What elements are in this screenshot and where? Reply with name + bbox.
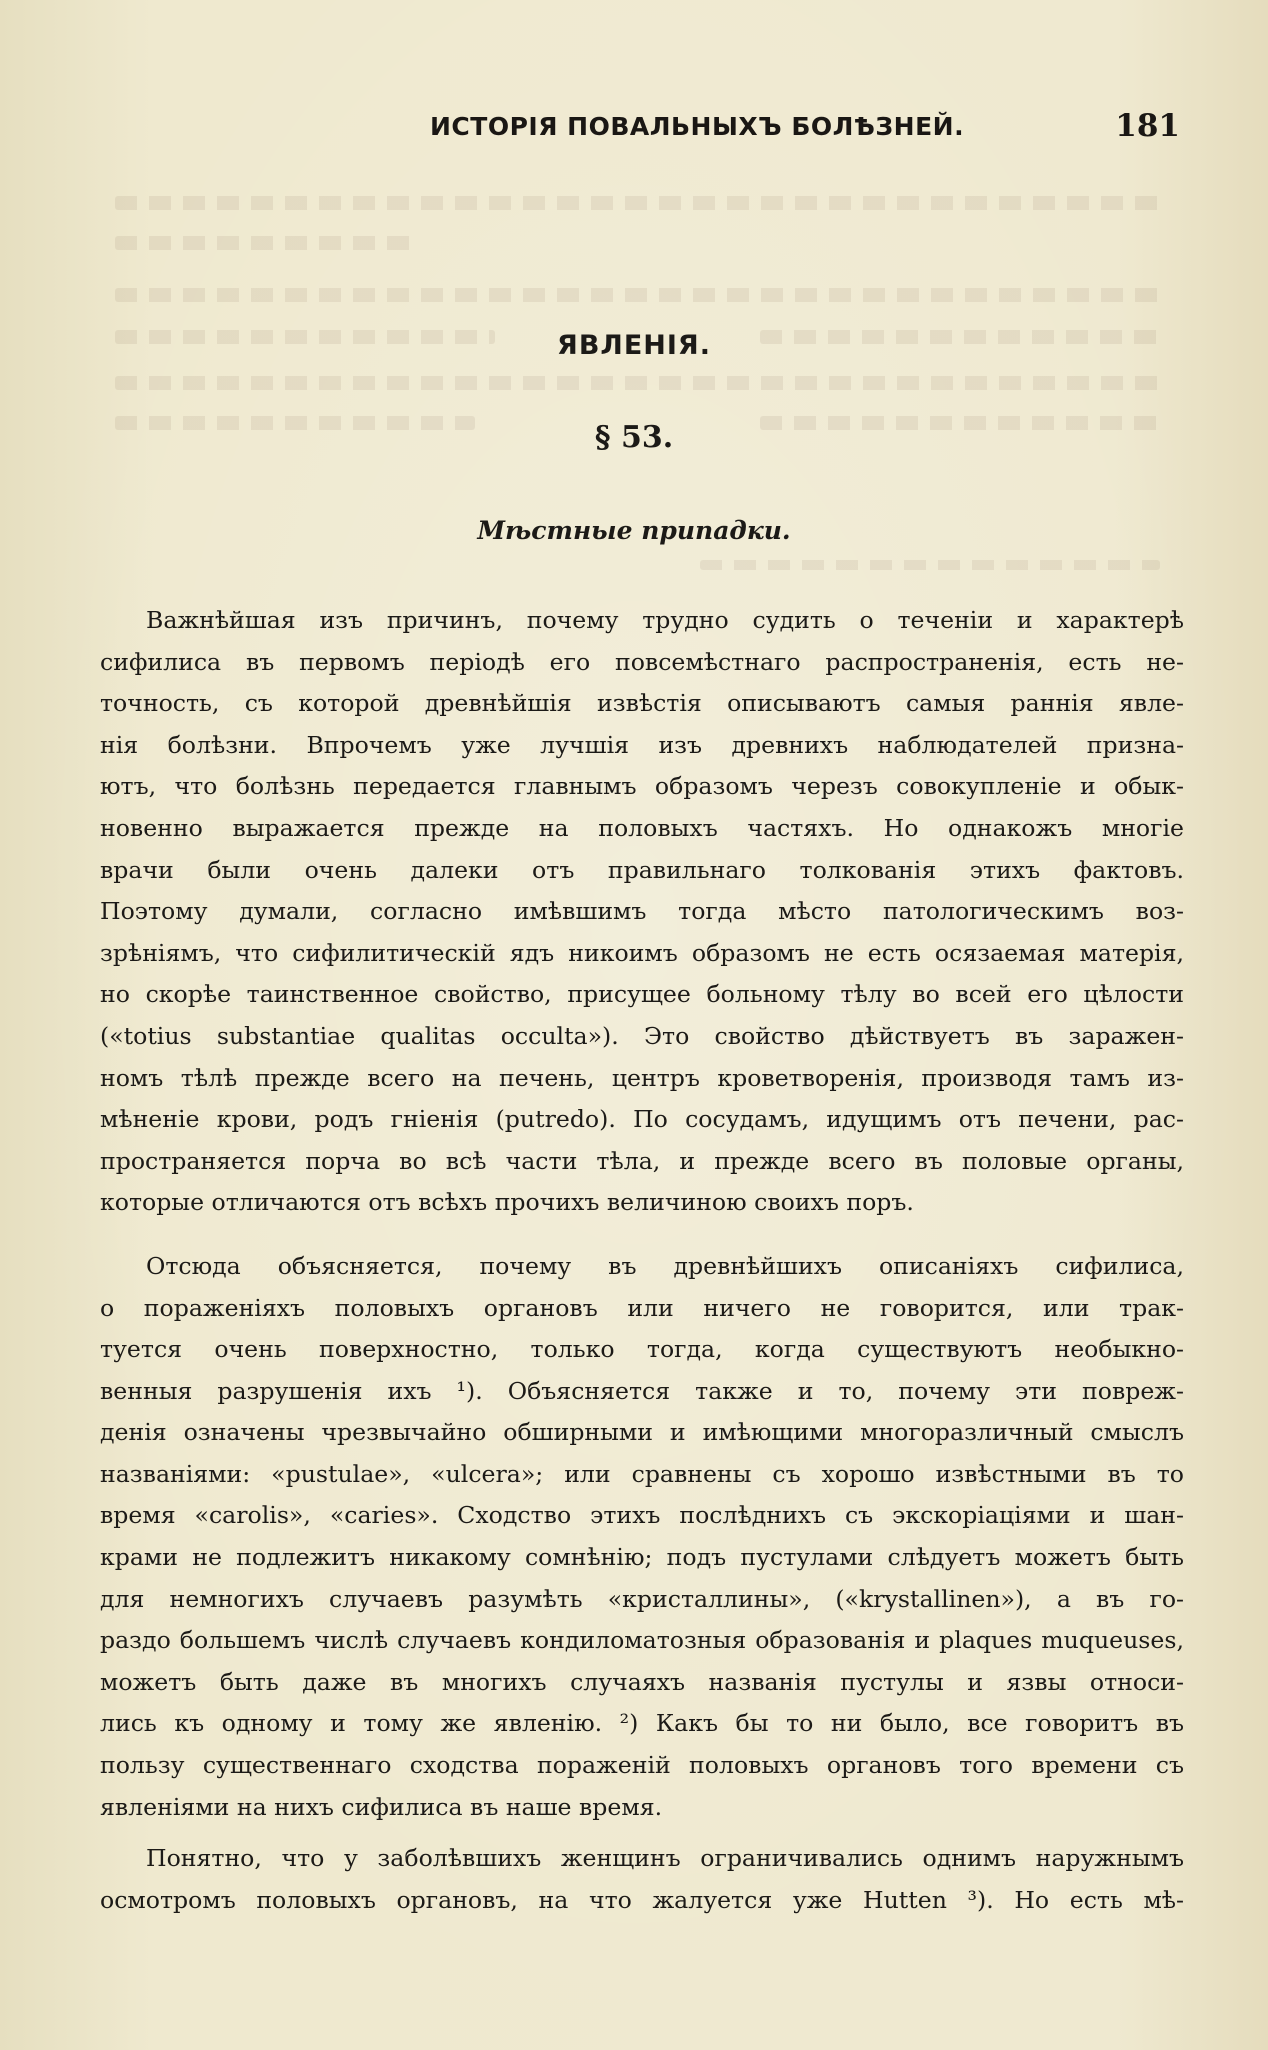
text-line: туется очень поверхностно, только тогда, когда существуютъ необыкно- [100, 1335, 1184, 1364]
text-line: пользу существеннаго сходства пораженій половыхъ органовъ того времени съ [100, 1751, 1184, 1780]
text-line: лись къ одному и тому же явленію. ²) Какъ бы то ни было, все говоритъ въ [100, 1709, 1184, 1738]
text-line: номъ тѣлѣ прежде всего на печень, центръ кроветворенія, производя тамъ из- [100, 1063, 1184, 1092]
text-line: явленіями на нихъ сифилиса въ наше время. [100, 1792, 663, 1821]
text-line: крами не подлежитъ никакому сомнѣнію; подъ пустулами слѣдуетъ можетъ быть [100, 1543, 1184, 1572]
text-line: пространяется порча во всѣ части тѣла, и прежде всего въ половые органы, [100, 1146, 1184, 1175]
text-line: ютъ, что болѣзнь передается главнымъ образомъ черезъ совокупленіе и обык- [100, 772, 1184, 801]
text-line: мѣненіе крови, родъ гніенія (putredo). По сосудамъ, идущимъ отъ печени, рас- [100, 1105, 1184, 1134]
text-line: врачи были очень далеки отъ правильнаго толкованія этихъ фактовъ. [100, 855, 1184, 884]
subsection-title: Мѣстные припадки. [477, 516, 791, 545]
page-header [100, 108, 1180, 148]
text-line: Важнѣйшая изъ причинъ, почему трудно судить о теченіи и характерѣ [146, 606, 1184, 634]
text-line: точность, съ которой древнѣйшія извѣстія описываютъ самыя раннія явле- [100, 689, 1184, 718]
text-line: раздо большемъ числѣ случаевъ кондиломатозныя образованія и plaques muqueuses, [100, 1626, 1184, 1655]
text-line: можетъ быть даже въ многихъ случаяхъ названія пустулы и язвы относи- [100, 1667, 1184, 1696]
text-line: нія болѣзни. Впрочемъ уже лучшія изъ древнихъ наблюдателей призна- [100, 730, 1184, 759]
body-text [100, 600, 1184, 1921]
text-line: («totius substantiae qualitas occulta»). Это свойство дѣйствуетъ въ заражен- [100, 1021, 1184, 1050]
text-line: венныя разрушенія ихъ ¹). Объясняется также и то, почему эти повреж- [100, 1376, 1184, 1405]
text-line: время «carolis», «caries». Сходство этихъ послѣднихъ съ экскоріаціями и шан- [100, 1501, 1184, 1530]
text-line: Отсюда объясняется, почему въ древнѣйшихъ описаніяхъ сифилиса, [146, 1251, 1184, 1280]
text-line: Понятно, что у заболѣвшихъ женщинъ ограничивались однимъ наружнымъ [146, 1844, 1184, 1873]
bleed-through-line [700, 560, 1160, 570]
section-number: § 53. [594, 420, 674, 455]
text-line: названіями: «pustulae», «ulcera»; или сравнены съ хорошо извѣстными въ то [100, 1459, 1184, 1488]
page-number: 181 [1115, 108, 1180, 144]
text-line: новенно выражается прежде на половыхъ частяхъ. Но однакожъ многіе [100, 813, 1184, 842]
running-head: ИСТОРІЯ ПОВАЛЬНЫХЪ БОЛѢЗНЕЙ. [430, 112, 965, 141]
bleed-through-line [115, 236, 415, 250]
text-line: сифилиса въ первомъ періодѣ его повсемѣстнаго распространенія, есть не- [100, 647, 1184, 676]
paragraph-3 [100, 1838, 1184, 1921]
text-line: но скорѣе таинственное свойство, присущее больному тѣлу во всей его цѣлости [100, 980, 1184, 1009]
paragraph-2 [100, 1246, 1184, 1828]
text-line: о пораженіяхъ половыхъ органовъ или ничего не говорится, или трак- [100, 1293, 1184, 1322]
text-line: которые отличаются отъ всѣхъ прочихъ величиною своихъ поръ. [100, 1188, 914, 1217]
text-line: Поэтому думали, согласно имѣвшимъ тогда мѣсто патологическимъ воз- [100, 897, 1184, 926]
bleed-through-line [115, 376, 1165, 390]
text-line: денія означены чрезвычайно обширными и имѣющими многоразличный смыслъ [100, 1418, 1184, 1447]
paragraph-1 [100, 600, 1184, 1224]
bleed-through-line [115, 288, 1165, 302]
text-line: для немногихъ случаевъ разумѣть «кристаллины», («krystallinen»), а въ го- [100, 1584, 1184, 1613]
text-line: осмотромъ половыхъ органовъ, на что жалуется уже Hutten ³). Но есть мѣ- [100, 1885, 1184, 1914]
bleed-through-line [115, 196, 1165, 210]
text-line: зрѣніямъ, что сифилитическій ядъ никоимъ образомъ не есть осязаемая матерія, [100, 938, 1184, 967]
section-title: ЯВЛЕНІЯ. [557, 330, 711, 361]
